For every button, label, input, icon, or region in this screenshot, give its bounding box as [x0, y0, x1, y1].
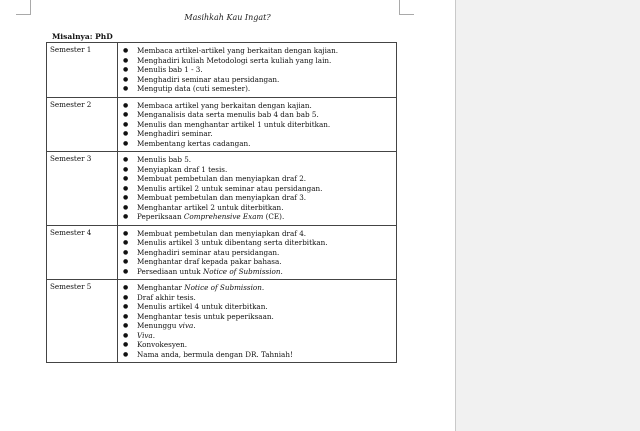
task-text: Mengutip data (cuti semester). — [137, 84, 251, 93]
semester-row — [47, 43, 397, 98]
task-item — [121, 267, 393, 277]
semester-tasks — [118, 152, 397, 226]
task-item — [121, 174, 393, 184]
task-item — [121, 257, 393, 267]
task-item — [121, 65, 393, 75]
task-item — [121, 248, 393, 258]
task-item — [121, 46, 393, 56]
crop-mark-top-left — [30, 0, 31, 14]
task-item — [121, 193, 393, 203]
bullet-icon: ● — [123, 56, 129, 64]
task-item — [121, 293, 393, 303]
bullet-icon: ● — [123, 203, 129, 211]
task-text: Menulis artikel 2 untuk seminar atau persidangan. — [137, 183, 323, 193]
bullet-icon: ● — [123, 139, 129, 147]
semester-tasks — [118, 97, 397, 152]
task-item — [121, 229, 393, 239]
task-item — [121, 101, 393, 111]
semester-row — [47, 97, 397, 152]
bullet-icon: ● — [123, 331, 129, 339]
task-item — [121, 203, 393, 213]
task-item — [121, 56, 393, 66]
task-text: Membentang kertas cadangan. — [137, 138, 251, 148]
task-text: Peperiksaan — [137, 212, 184, 221]
bullet-icon: ● — [123, 350, 129, 358]
task-list — [121, 101, 393, 149]
task-text: Membuat pembetulan dan menyiapkan draf 3. — [137, 193, 307, 202]
task-text: Menulis bab 1 - 3. — [137, 65, 203, 74]
task-text: Draf akhir tesis. — [137, 292, 196, 302]
task-item — [121, 238, 393, 248]
bullet-icon: ● — [123, 293, 129, 301]
task-text: Menunggu — [137, 321, 179, 330]
task-item — [121, 139, 393, 149]
task-text-end: . — [261, 283, 265, 292]
workspace-background — [455, 0, 640, 431]
semester-row — [47, 152, 397, 226]
bullet-icon: ● — [123, 239, 129, 246]
task-text: Menulis artikel 3 untuk dibentang serta diterbitkan. — [137, 238, 328, 247]
task-item — [121, 75, 393, 85]
semester-label: Semester 2 — [47, 97, 118, 152]
task-list — [121, 46, 393, 94]
bullet-icon: ● — [123, 165, 129, 173]
task-item — [121, 321, 393, 331]
task-text: Membuat pembetulan dan menyiapkan draf 2. — [137, 174, 307, 183]
semester-tasks — [118, 43, 397, 98]
task-text-end: . — [193, 321, 196, 330]
task-item — [121, 129, 393, 139]
semester-label: Semester 5 — [47, 280, 118, 363]
bullet-icon: ● — [123, 75, 129, 83]
task-emphasis: Comprehensive Exam — [183, 212, 264, 221]
bullet-icon: ● — [123, 213, 129, 220]
task-item — [121, 120, 393, 130]
bullet-icon: ● — [123, 194, 129, 201]
task-item — [121, 312, 393, 322]
bullet-icon: ● — [123, 229, 129, 237]
task-item — [121, 350, 393, 360]
bullet-icon: ● — [123, 312, 129, 320]
bullet-icon: ● — [123, 184, 129, 192]
task-item — [121, 155, 393, 165]
bullet-icon: ● — [123, 101, 129, 109]
bullet-icon: ● — [123, 258, 129, 265]
example-title: Misalnya: PhD — [52, 32, 113, 41]
task-text: Membaca artikel-artikel yang berkaitan dengan kajian. — [137, 46, 339, 55]
task-emphasis: viva — [178, 321, 194, 330]
bullet-icon: ● — [123, 175, 129, 182]
semester-row — [47, 225, 397, 280]
task-text: Menghantar tesis untuk peperiksaan. — [137, 311, 274, 321]
task-item — [121, 212, 393, 222]
task-item — [121, 331, 393, 341]
task-text: Menghadiri seminar atau persidangan. — [137, 74, 280, 84]
task-list — [121, 155, 393, 222]
task-text: Persediaan untuk — [137, 266, 203, 276]
semester-row — [47, 280, 397, 363]
bullet-icon: ● — [123, 66, 129, 73]
task-text-end: . — [280, 266, 283, 276]
task-text: Menghantar — [137, 283, 185, 292]
crop-mark-top-right — [399, 0, 400, 14]
semester-tasks — [118, 280, 397, 363]
task-item — [121, 340, 393, 350]
task-text: Membuat pembetulan dan menyiapkan draf 4. — [137, 228, 307, 238]
task-text: Menghadiri seminar atau persidangan. — [137, 247, 280, 257]
semester-label: Semester 3 — [47, 152, 118, 226]
task-text: Menulis artikel 4 untuk diterbitkan. — [137, 302, 268, 311]
bullet-icon: ● — [123, 130, 129, 137]
task-text: Menghantar artikel 2 untuk diterbitkan. — [137, 202, 284, 212]
task-emphasis: Notice of Submission — [202, 266, 281, 276]
task-text: Konvokesyen. — [137, 340, 188, 349]
task-item — [121, 283, 393, 293]
task-emphasis: Notice of Submission — [184, 283, 262, 292]
semester-label: Semester 1 — [47, 43, 118, 98]
task-text: Nama anda, bermula dengan DR. Tahniah! — [137, 349, 293, 359]
bullet-icon: ● — [123, 248, 129, 256]
bullet-icon: ● — [123, 111, 129, 118]
bullet-icon: ● — [123, 120, 129, 128]
task-item — [121, 165, 393, 175]
bullet-icon: ● — [123, 47, 129, 54]
bullet-icon: ● — [123, 284, 129, 291]
task-text: Menghadiri seminar. — [137, 129, 213, 138]
task-list — [121, 229, 393, 277]
task-text: Menghantar draf kepada pakar bahasa. — [137, 257, 282, 266]
task-text: Menyiapkan draf 1 tesis. — [137, 164, 228, 174]
task-item — [121, 302, 393, 312]
task-text: Menghadiri kuliah Metodologi serta kuliah yang lain. — [137, 55, 332, 65]
semester-plan-table — [46, 42, 397, 363]
bullet-icon: ● — [123, 156, 129, 163]
bullet-icon: ● — [123, 267, 129, 275]
bullet-icon: ● — [123, 85, 129, 92]
task-item — [121, 84, 393, 94]
task-text: Menganalisis data serta menulis bab 4 dan bab 5. — [137, 110, 319, 119]
task-text: Membaca artikel yang berkaitan dengan kajian. — [137, 100, 312, 110]
task-text-end: (CE). — [263, 212, 285, 221]
task-item — [121, 110, 393, 120]
task-item — [121, 184, 393, 194]
task-text: Menulis bab 5. — [137, 155, 192, 164]
task-text-end: . — [152, 330, 156, 340]
task-list — [121, 283, 393, 359]
semester-label: Semester 4 — [47, 225, 118, 280]
task-text: Menulis dan menghantar artikel 1 untuk diterbitkan. — [137, 119, 331, 129]
bullet-icon: ● — [123, 303, 129, 310]
running-header: Masihkah Kau Ingat? — [184, 13, 271, 22]
task-emphasis: Viva — [137, 330, 153, 340]
bullet-icon: ● — [123, 341, 129, 348]
bullet-icon: ● — [123, 322, 129, 329]
semester-tasks — [118, 225, 397, 280]
